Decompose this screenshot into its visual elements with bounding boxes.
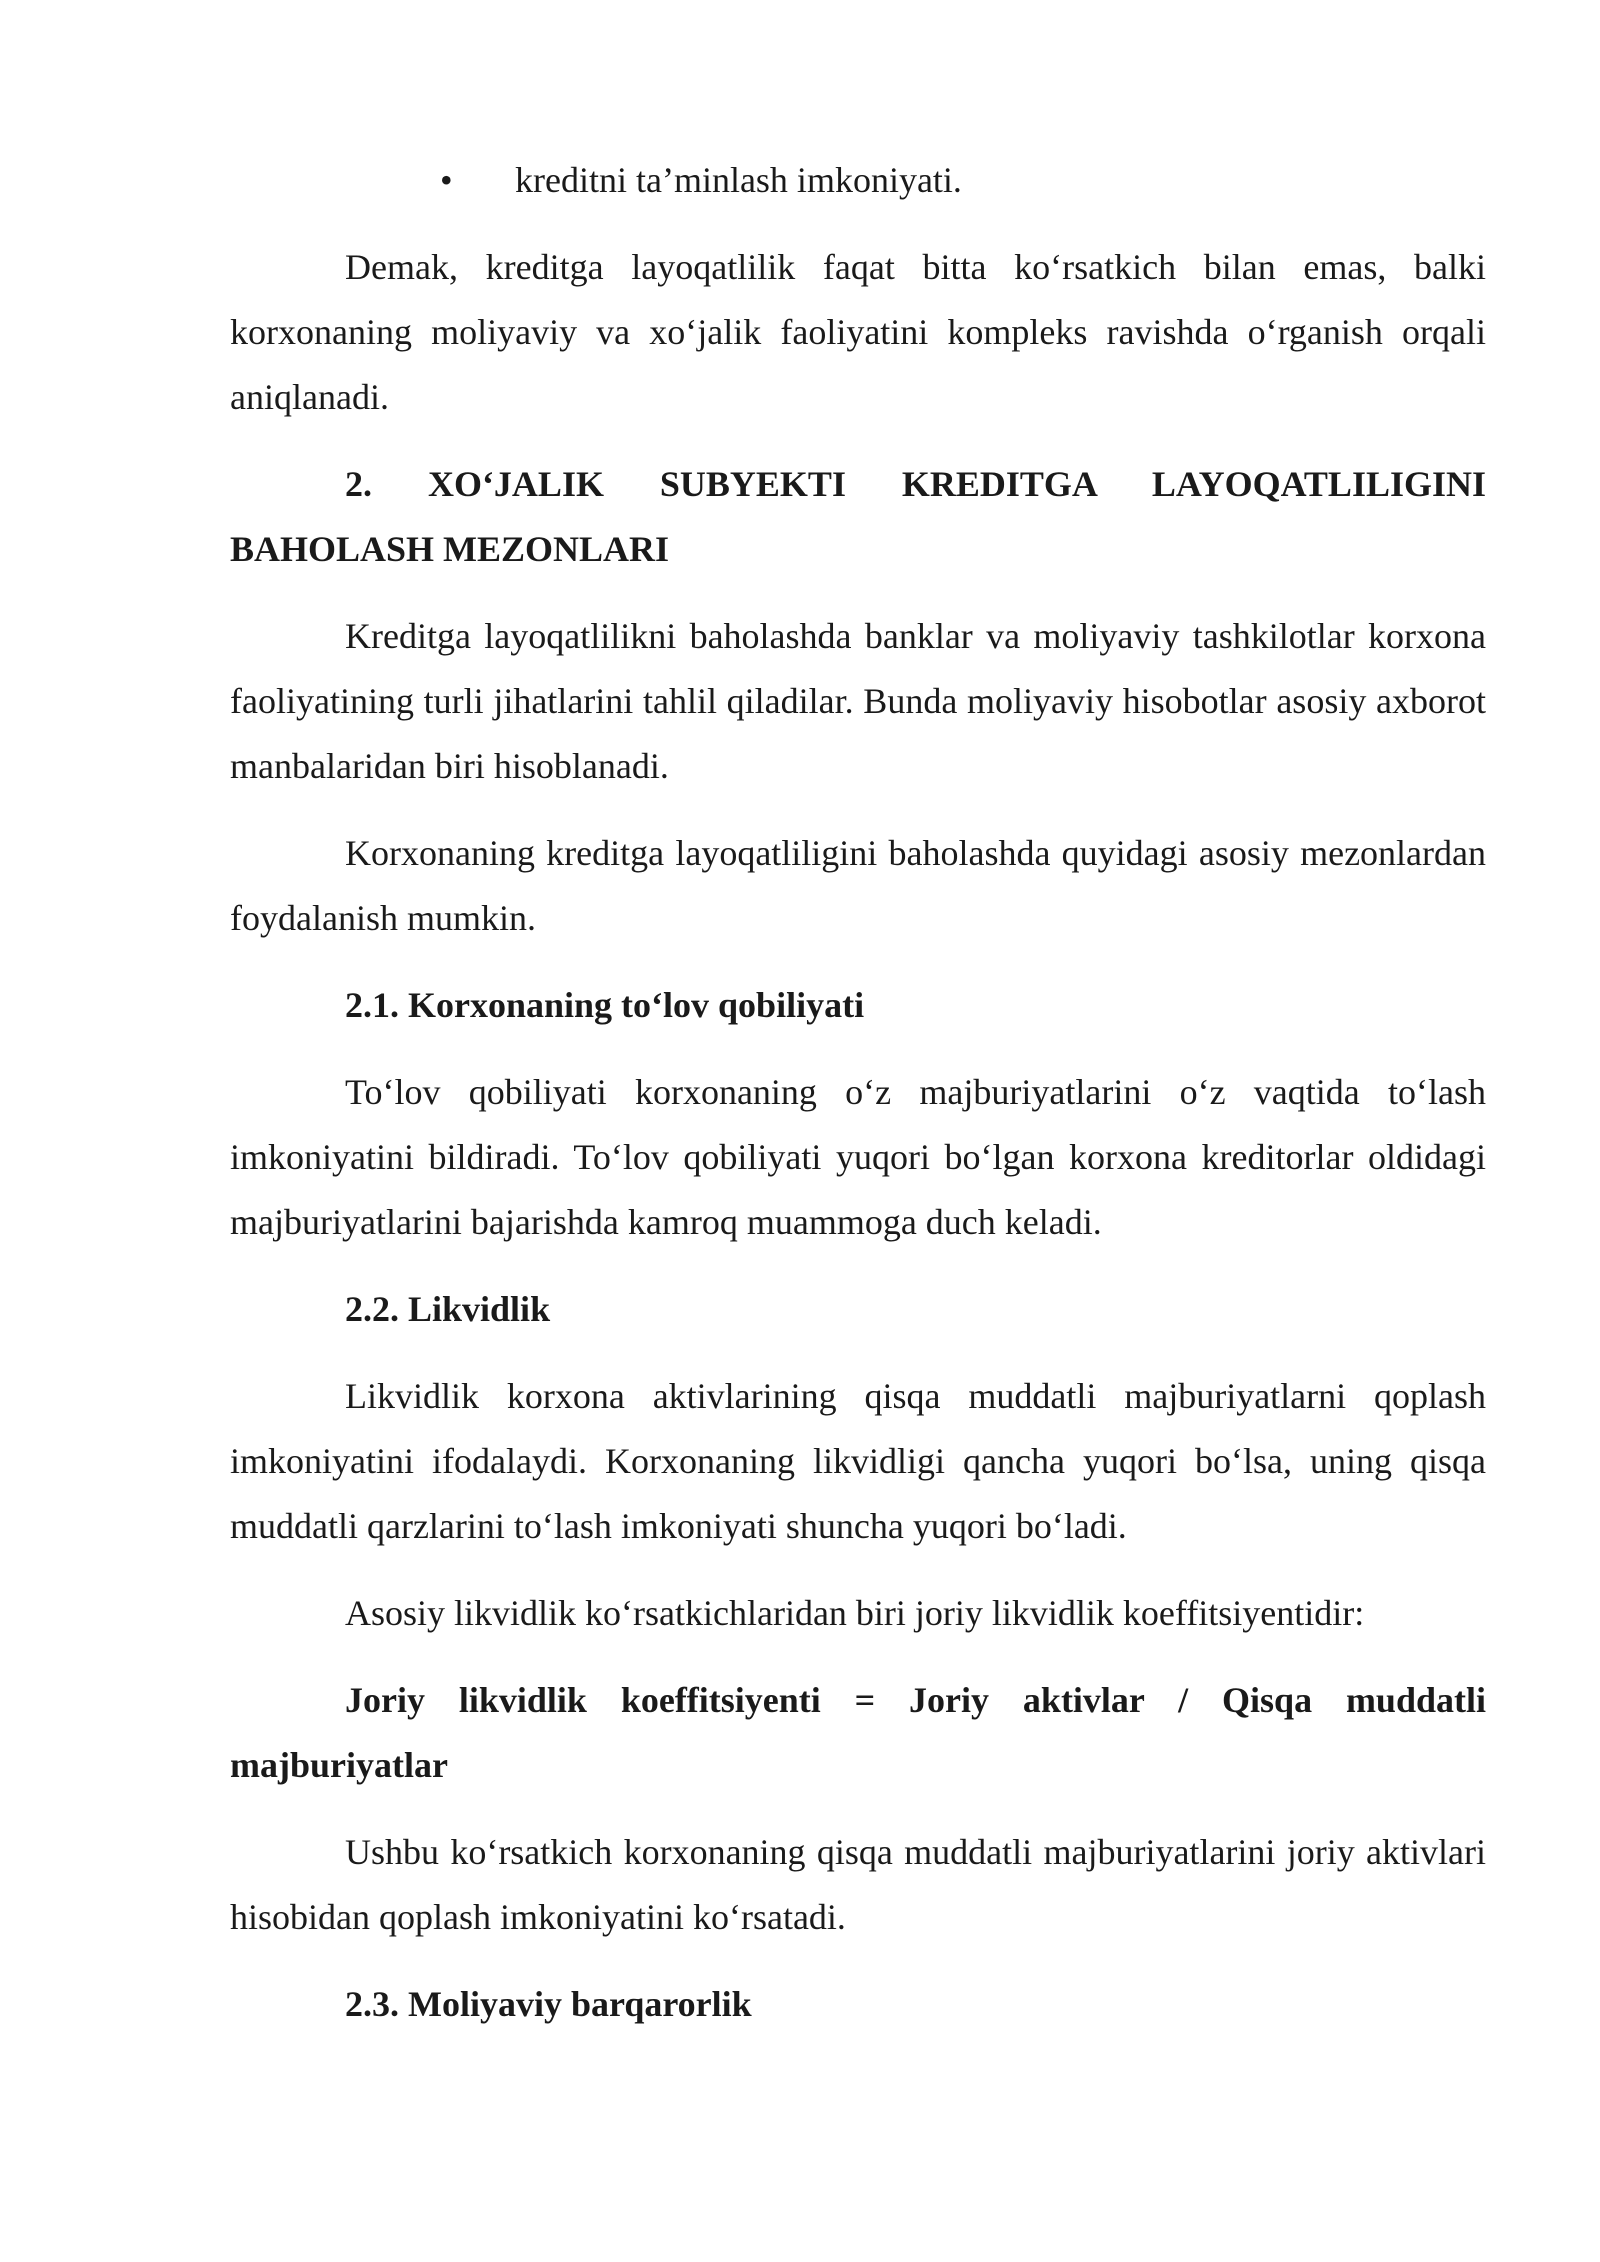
paragraph-liquidity: Likvidlik korxona aktivlarining qisqa muddatli majburiyatlarni qoplash imkoniyatini ifodalaydi. Korxonaning likvidligi qancha yuqori boʻlsa, uning qisqa muddatli qarzlarini toʻlash imkoniyati shuncha yuqori boʻladi. bbox=[230, 1376, 1486, 1546]
bullet-item bbox=[230, 148, 1486, 213]
paragraph-liquidity-ratio-intro: Asosiy likvidlik koʻrsatkichlaridan biri joriy likvidlik koeffitsiyentidir: bbox=[345, 1593, 1365, 1633]
subheading-2-2: 2.2. Likvidlik bbox=[345, 1289, 551, 1329]
bullet-icon: • bbox=[440, 160, 453, 200]
paragraph-solvency: Toʻlov qobiliyati korxonaning oʻz majburiyatlarini oʻz vaqtida toʻlash imkoniyatini bildiradi. Toʻlov qobiliyati yuqori boʻlgan korxona kreditorlar oldidagi majburiyatlarini bajarishda kamroq muammoga duch keladi. bbox=[230, 1072, 1486, 1242]
subheading-2-1: 2.1. Korxonaning toʻlov qobiliyati bbox=[345, 985, 865, 1025]
paragraph-ratio-explanation: Ushbu koʻrsatkich korxonaning qisqa muddatli majburiyatlarini joriy aktivlari hisobidan qoplash imkoniyatini koʻrsatadi. bbox=[230, 1832, 1486, 1937]
formula-current-ratio: Joriy likvidlik koeffitsiyenti = Joriy aktivlar / Qisqa muddatli majburiyatlar bbox=[230, 1680, 1486, 1785]
paragraph-intro: Kreditga layoqatlilikni baholashda banklar va moliyaviy tashkilotlar korxona faoliyatining turli jihatlarini tahlil qiladilar. Bunda moliyaviy hisobotlar asosiy axborot manbalaridan biri hisoblanadi. bbox=[230, 616, 1486, 786]
document-body bbox=[230, 148, 1486, 2059]
paragraph-criteria: Korxonaning kreditga layoqatliligini baholashda quyidagi asosiy mezonlardan foydalanish mumkin. bbox=[230, 833, 1486, 938]
bullet-text: kreditni ta’minlash imkoniyati. bbox=[515, 160, 962, 200]
paragraph-summary: Demak, kreditga layoqatlilik faqat bitta koʻrsatkich bilan emas, balki korxonaning moliyaviy va xoʻjalik faoliyatini kompleks ravishda oʻrganish orqali aniqlanadi. bbox=[230, 247, 1486, 417]
section-heading-2: 2. XOʻJALIK SUBYEKTI KREDITGA LAYOQATLILIGINI BAHOLASH MEZONLARI bbox=[230, 464, 1486, 569]
subheading-2-3: 2.3. Moliyaviy barqarorlik bbox=[345, 1984, 752, 2024]
